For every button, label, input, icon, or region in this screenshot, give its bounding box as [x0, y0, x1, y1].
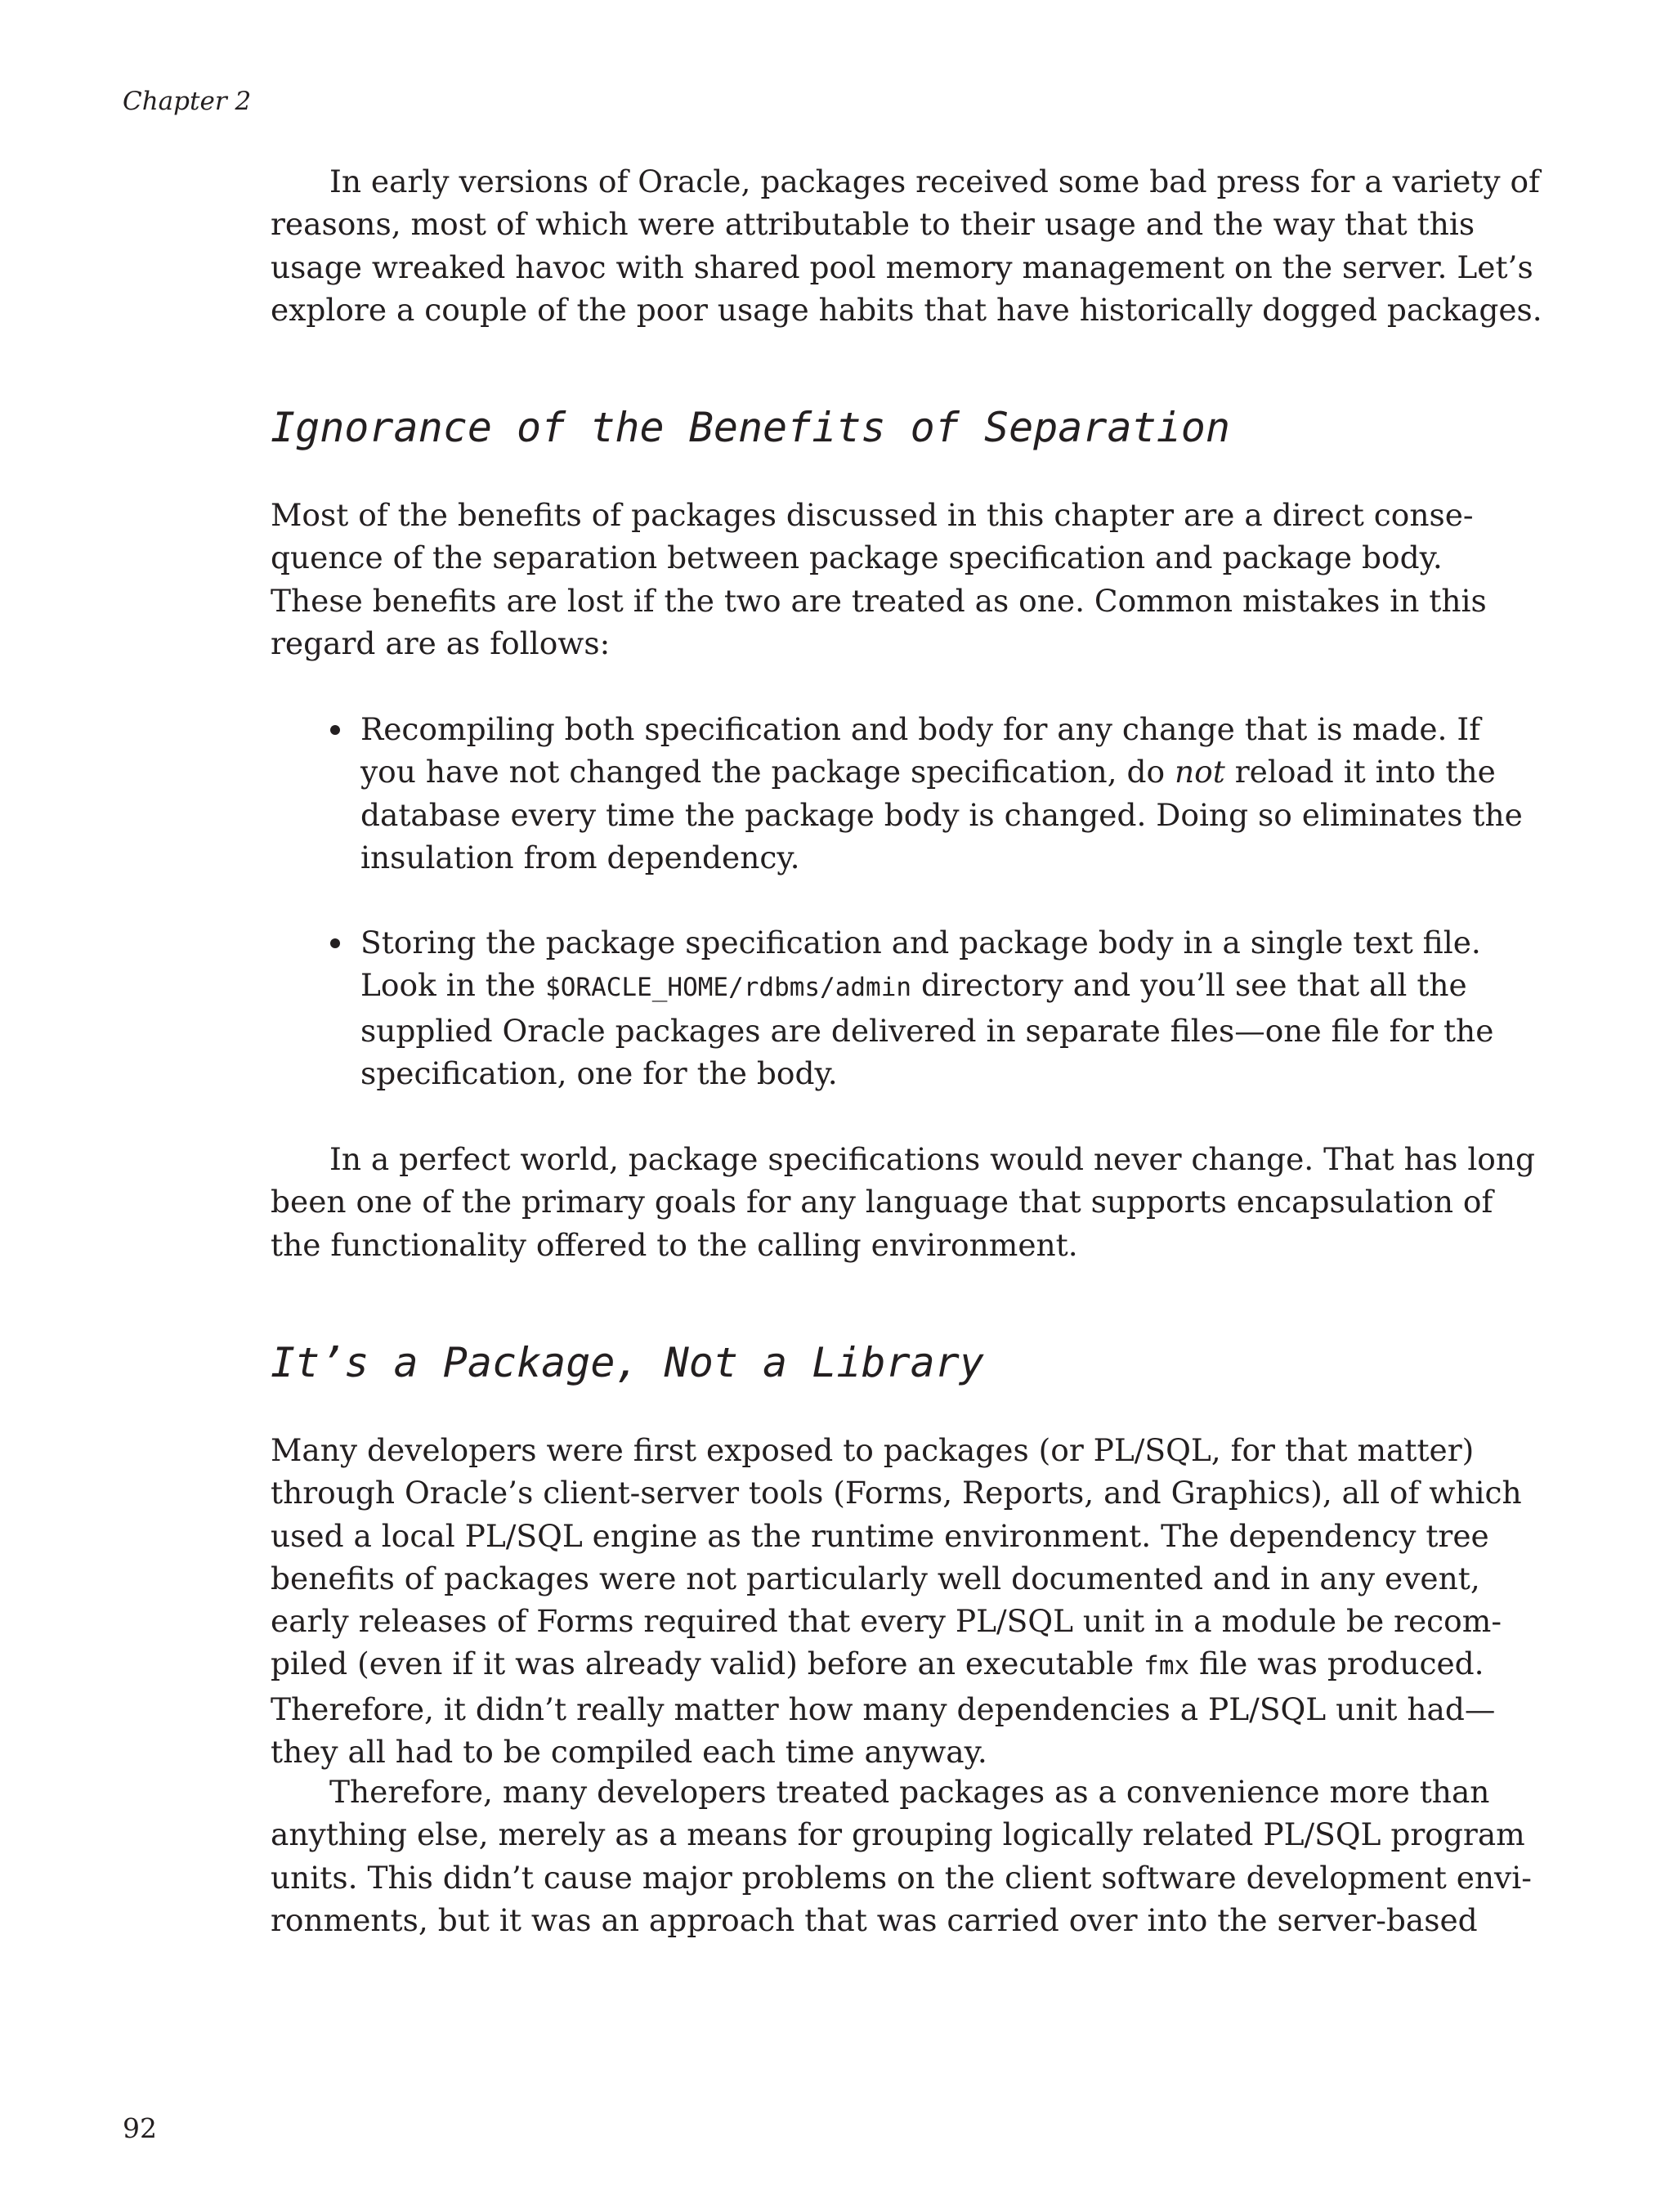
library-paragraph-1: [271, 1429, 1522, 1773]
text-line: Recompiling both specification and body for any change that is made. If: [360, 711, 1481, 747]
text-line: In a perfect world, package specifications would never change. That has long: [329, 1141, 1536, 1177]
text-span: you have not changed the package specification, do: [360, 754, 1175, 790]
page-number: 92: [123, 2112, 157, 2144]
perfect-world-paragraph: [271, 1138, 1536, 1266]
text-line: anything else, merely as a means for grouping logically related PL/SQL program: [271, 1816, 1525, 1853]
text-line: database every time the package body is changed. Doing so eliminates the: [360, 796, 1523, 833]
text-line: ronments, but it was an approach that was carried over into the server-based: [271, 1901, 1478, 1938]
text-line: Most of the benefits of packages discussed in this chapter are a direct conse-: [271, 497, 1474, 533]
text-line: used a local PL/SQL engine as the runtime environment. The dependency tree: [271, 1517, 1489, 1554]
library-paragraph-2: [271, 1771, 1532, 1941]
text-line: the functionality offered to the calling environment.: [271, 1226, 1078, 1263]
emphasis-text: not: [1174, 754, 1225, 790]
text-span: directory and you’ll see that all the: [911, 967, 1467, 1004]
separation-paragraph: [271, 494, 1487, 665]
text-line: [271, 1642, 1484, 1687]
text-line: Many developers were first exposed to packages (or PL/SQL, for that matter): [271, 1432, 1475, 1468]
mistakes-list: [324, 708, 1523, 1095]
text-line: In early versions of Oracle, packages received some bad press for a variety of: [329, 163, 1540, 199]
text-line: regard are as follows:: [271, 625, 611, 661]
text-line: explore a couple of the poor usage habits that have historically dogged packages.: [271, 291, 1542, 328]
bullet-icon: [330, 725, 340, 735]
text-line: usage wreaked havoc with shared pool memory management on the server. Let’s: [271, 249, 1533, 285]
text-line: been one of the primary goals for any language that supports encapsulation of: [271, 1184, 1493, 1220]
text-line: [360, 964, 1467, 1009]
code-fmx: fmx: [1144, 1651, 1190, 1681]
text-line: quence of the separation between package specification and package body.: [271, 540, 1443, 576]
text-line: benefits of packages were not particularly well documented and in any event,: [271, 1560, 1480, 1596]
text-line: reasons, most of which were attributable to their usage and the way that this: [271, 206, 1475, 243]
text-line: [360, 750, 1496, 793]
section-heading-separation: Ignorance of the Benefits of Separation: [271, 404, 1230, 451]
text-line: insulation from dependency.: [360, 839, 800, 875]
text-line: These benefits are lost if the two are treated as one. Common mistakes in this: [271, 582, 1487, 619]
text-line: supplied Oracle packages are delivered in separate files—one file for the: [360, 1012, 1494, 1049]
code-path: $ORACLE_HOME/rdbms/admin: [545, 973, 912, 1003]
text-line: Therefore, many developers treated packages as a convenience more than: [329, 1774, 1490, 1810]
text-span: Look in the: [360, 967, 546, 1004]
list-item: [324, 921, 1494, 1095]
bullet-icon: [330, 938, 340, 948]
text-span: reload it into the: [1224, 754, 1496, 790]
text-span: piled (even if it was already valid) before an executable: [271, 1646, 1144, 1682]
text-line: early releases of Forms required that every PL/SQL unit in a module be recom-: [271, 1603, 1502, 1640]
text-span: file was produced.: [1189, 1646, 1484, 1682]
intro-paragraph: [271, 160, 1542, 331]
list-item: [324, 708, 1523, 879]
running-head: Chapter 2: [123, 87, 252, 116]
text-line: Therefore, it didn’t really matter how many dependencies a PL/SQL unit had—: [271, 1690, 1496, 1727]
text-line: they all had to be compiled each time anyway.: [271, 1734, 987, 1771]
text-line: units. This didn’t cause major problems on the client software development envi-: [271, 1859, 1532, 1896]
text-line: through Oracle’s client-server tools (Forms, Reports, and Graphics), all of which: [271, 1475, 1522, 1511]
section-heading-library: It’s a Package, Not a Library: [271, 1339, 984, 1386]
text-line: Storing the package specification and package body in a single text file.: [360, 925, 1481, 961]
text-line: specification, one for the body.: [360, 1055, 838, 1092]
